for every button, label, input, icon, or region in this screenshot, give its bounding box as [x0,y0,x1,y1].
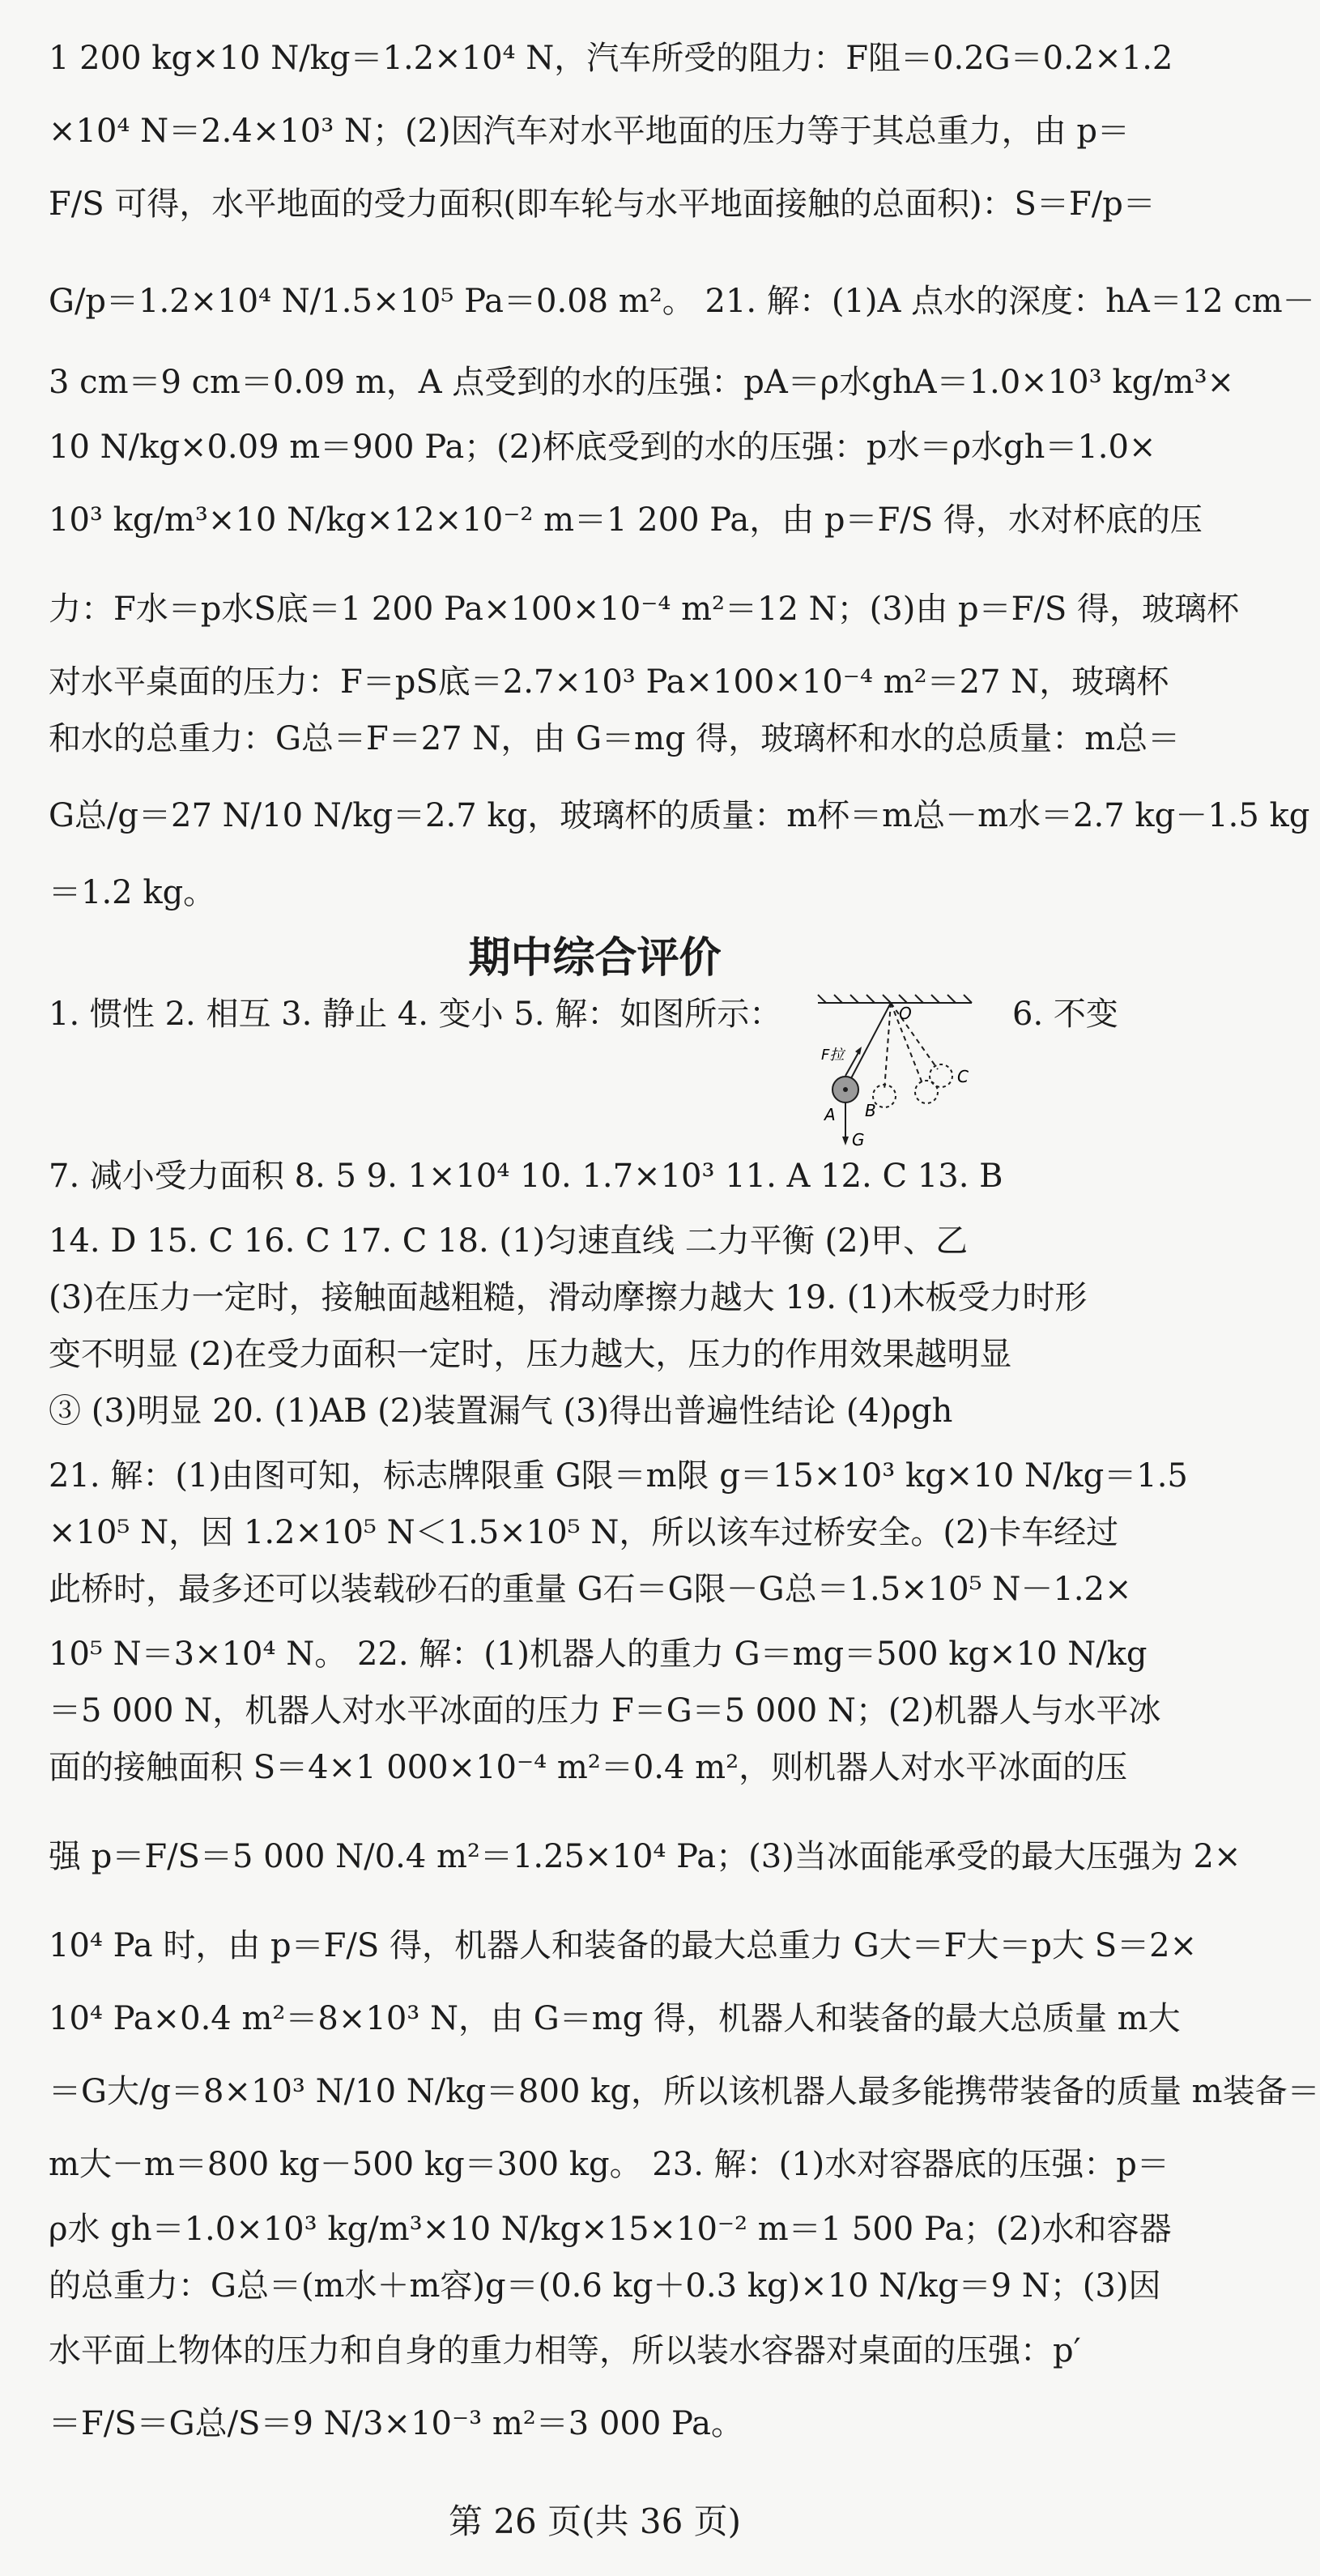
answer-line: 变不明显 (2)在受力面积一定时，压力越大，压力的作用效果越明显 [49,1336,1012,1373]
text-line: F/S 可得，水平地面的受力面积(即车轮与水平地面接触的总面积)：S＝F/p＝ [49,186,1156,223]
text-line: G/p＝1.2×10⁴ N/1.5×10⁵ Pa＝0.08 m²。 21. 解：(1)A 点水的深度：hA＝12 cm－ [49,283,1315,320]
label-b: B [865,1101,876,1120]
text-line: 1 200 kg×10 N/kg＝1.2×10⁴ N，汽车所受的阻力：F阻＝0.2G＝0.2×1.2 [49,40,1173,77]
answer-line: 10⁴ Pa 时，由 p＝F/S 得，机器人和装备的最大总重力 G大＝F大＝p大 S＝2× [49,1927,1198,1964]
page-footer: 第 26 页(共 36 页) [448,2501,742,2541]
section-title: 期中综合评价 [468,934,722,983]
answer-line: 1. 惯性 2. 相互 3. 静止 4. 变小 5. 解：如图所示： [49,996,782,1033]
answer-line: 的总重力：G总＝(m水＋m容)g＝(0.6 kg＋0.3 kg)×10 N/kg＝9 N；(3)因 [49,2267,1161,2305]
answer-line: 7. 减小受力面积 8. 5 9. 1×10⁴ 10. 1.7×10³ 11. A 12. C 13. B [49,1158,1003,1195]
answer-line: ×10⁵ N，因 1.2×10⁵ N＜1.5×10⁵ N，所以该车过桥安全。(2)卡车经过 [49,1514,1119,1551]
label-a: A [824,1105,836,1124]
text-line: ＝1.2 kg。 [49,874,216,911]
answer-line: ＝G大/g＝8×10³ N/10 N/kg＝800 kg，所以该机器人最多能携带装备的质量 m装备＝ [49,2073,1320,2110]
answer-line: (3)在压力一定时，接触面越粗糙，滑动摩擦力越大 19. (1)木板受力时形 [49,1279,1088,1316]
text-line: 10³ kg/m³×10 N/kg×12×10⁻² m＝1 200 Pa，由 p＝F/S 得，水对杯底的压 [49,501,1203,539]
answer-6: 6. 不变 [1012,996,1118,1033]
answer-line: ＝5 000 N，机器人对水平冰面的压力 F＝G＝5 000 N；(2)机器人与水平冰 [49,1692,1161,1729]
text-line: 10 N/kg×0.09 m＝900 Pa；(2)杯底受到的水的压强：p水＝ρ水gh＝1.0× [49,429,1156,466]
text-line: 和水的总重力：G总＝F＝27 N，由 G＝mg 得，玻璃杯和水的总质量：m总＝ [49,720,1181,757]
text-line: 对水平桌面的压力：F＝pS底＝2.7×10³ Pa×100×10⁻⁴ m²＝27 N，玻璃杯 [49,663,1169,701]
answer-line: 此桥时，最多还可以装载砂石的重量 G石＝G限－G总＝1.5×10⁵ N－1.2× [49,1571,1132,1608]
answer-line: 14. D 15. C 16. C 17. C 18. (1)匀速直线 二力平衡 (2)甲、乙 [49,1222,969,1260]
text-line: 力：F水＝p水S底＝1 200 Pa×100×10⁻⁴ m²＝12 N；(3)由 p＝F/S 得，玻璃杯 [49,591,1239,628]
pendulum-diagram [810,995,1020,1149]
label-g: G [852,1130,865,1149]
answer-line: ③ (3)明显 20. (1)AB (2)装置漏气 (3)得出普遍性结论 (4)ρgh [49,1392,953,1430]
text-line: G总/g＝27 N/10 N/kg＝2.7 kg，玻璃杯的质量：m杯＝m总－m水＝2.7 kg－1.5 kg [49,797,1310,834]
answer-line: 水平面上物体的压力和自身的重力相等，所以装水容器对桌面的压强：p′ [49,2332,1081,2369]
answer-line: 面的接触面积 S＝4×1 000×10⁻⁴ m²＝0.4 m²，则机器人对水平冰面的压 [49,1749,1128,1786]
text-line: 3 cm＝9 cm＝0.09 m，A 点受到的水的压强：pA＝ρ水ghA＝1.0×10³ kg/m³× [49,364,1235,401]
label-c: C [957,1067,969,1086]
answer-line: ＝F/S＝G总/S＝9 N/3×10⁻³ m²＝3 000 Pa。 [49,2405,743,2442]
answer-line: 强 p＝F/S＝5 000 N/0.4 m²＝1.25×10⁴ Pa；(3)当冰面能承受的最大压强为 2× [49,1838,1241,1875]
answer-line: 10⁴ Pa×0.4 m²＝8×10³ N，由 G＝mg 得，机器人和装备的最大总质量 m大 [49,2000,1181,2037]
text-line: ×10⁴ N＝2.4×10³ N；(2)因汽车对水平地面的压力等于其总重力，由 p＝ [49,113,1130,150]
label-o: O [899,1004,912,1023]
answer-line: 10⁵ N＝3×10⁴ N。 22. 解：(1)机器人的重力 G＝mg＝500 kg×10 N/kg [49,1636,1148,1673]
answer-line: ρ水 gh＝1.0×10³ kg/m³×10 N/kg×15×10⁻² m＝1 500 Pa；(2)水和容器 [49,2211,1172,2248]
label-f: F拉 [821,1047,845,1064]
answer-line: m大－m＝800 kg－500 kg＝300 kg。 23. 解：(1)水对容器底的压强：p＝ [49,2146,1169,2183]
answer-line: 21. 解：(1)由图可知，标志牌限重 G限＝m限 g＝15×10³ kg×10 N/kg＝1.5 [49,1457,1188,1495]
